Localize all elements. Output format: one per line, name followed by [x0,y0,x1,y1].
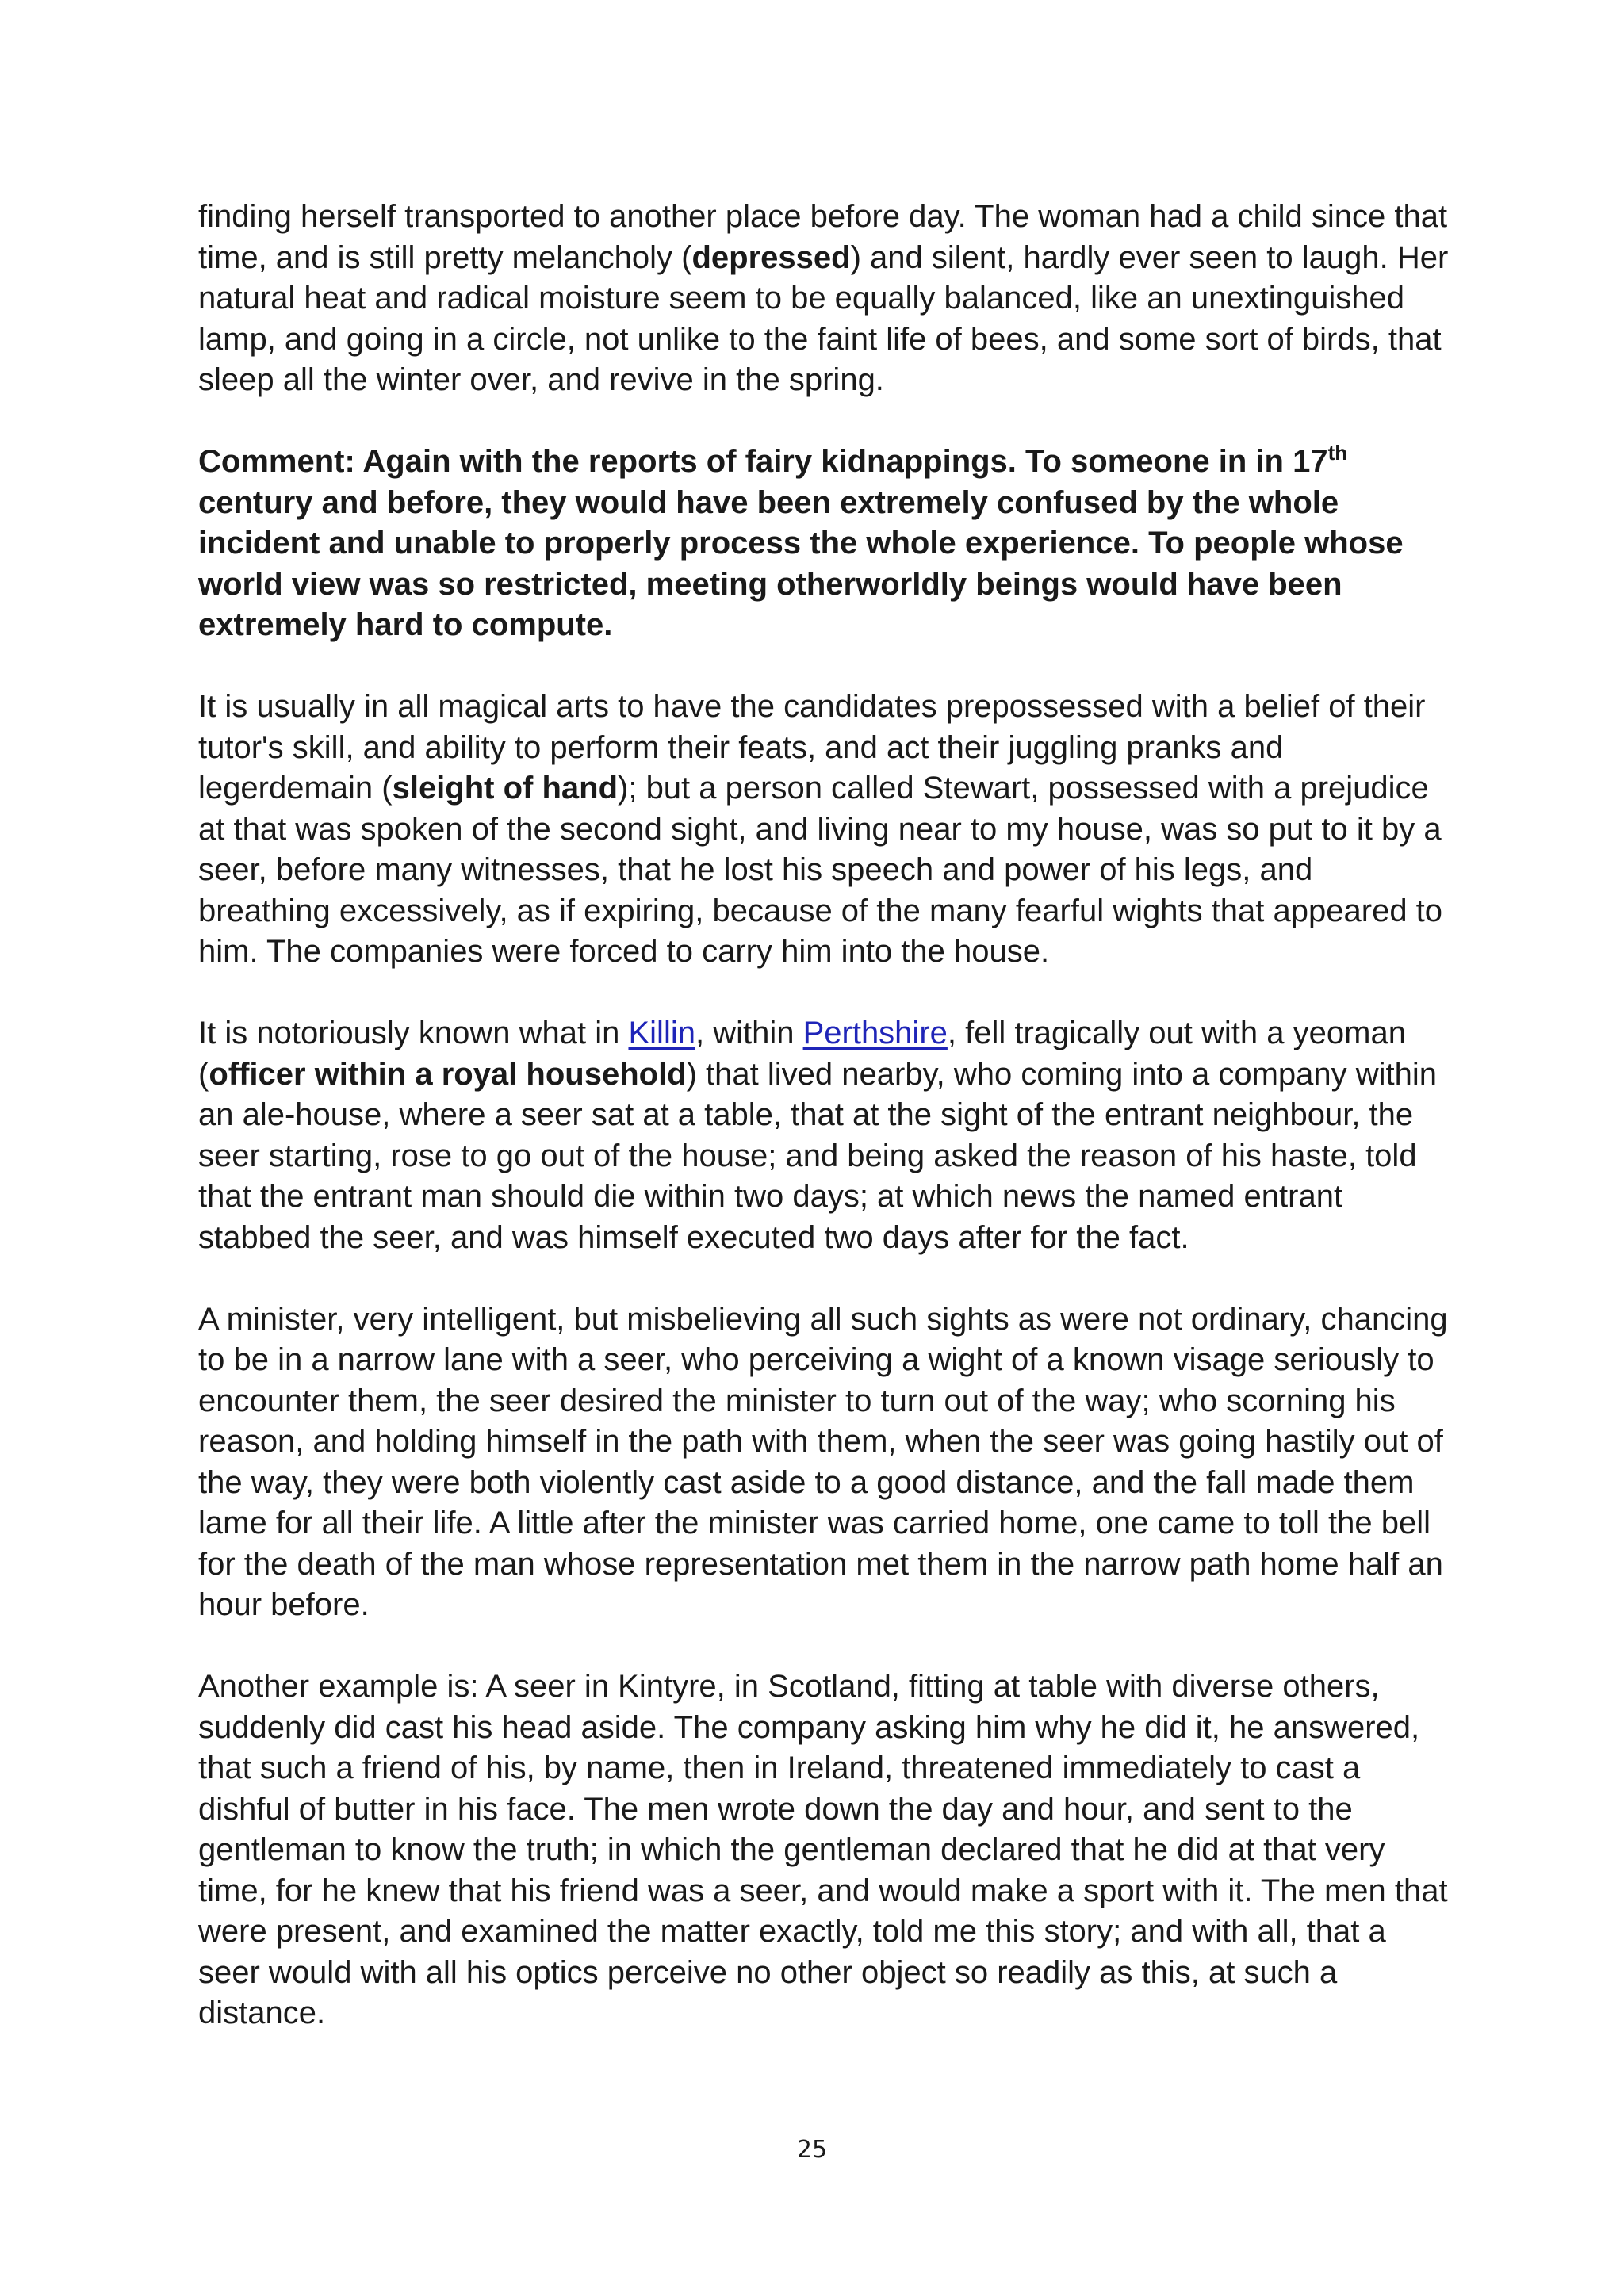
paragraph-minister [198,1299,1451,1626]
paragraph-text: , fell tragically out with a yeoman ( [198,1016,1406,1092]
ordinal-superscript: th [1327,441,1348,465]
paragraph-text: ) and silent, hardly ever seen to laugh. Her natural heat and radical moisture seem to be equally balanced, like an unextinguished lamp, and going in a circle, not unlike to the faint life of bees, and some sort of birds, that sleep all the winter over, and revive in the spring. [198,239,1449,397]
paragraph-text: finding herself transported to another place before day. The woman had a child since that time, and is still pretty melancholy ( [198,199,1448,275]
page-body [198,197,1451,2075]
paragraph-text: It is usually in all magical arts to have the candidates prepossessed with a belief of their tutor's skill, and ability to perform their feats, and act their juggling pranks and legerdemain ( [198,689,1426,806]
paragraph-stewart [198,687,1451,973]
comment-text: century and before, they would have been extremely confused by the whole incident and unable to properly process the whole experience. To people whose world view was so restricted, meeting otherworldly beings would have been extremely hard to compute. [198,484,1404,642]
paragraph-killin [198,1013,1451,1258]
comment-text: Comment: Again with the reports of fairy kidnappings. To someone in in 17 [198,444,1328,479]
link-perthshire[interactable]: Perthshire [802,1016,948,1050]
paragraph-text: ) that lived nearby, who coming into a company within an ale-house, where a seer sat at a table, that at the sight of the entrant neighbour, the seer starting, rose to go out of the house; and being asked the reason of his haste, told that the entrant man should die within two days; at which news the named entrant stabbed the seer, and was himself executed two days after for the fact. [198,1056,1438,1255]
paragraph-text: , within [695,1016,803,1050]
comment-paragraph [198,442,1451,646]
paragraph-kintyre [198,1667,1451,2034]
page-number: 25 [796,2136,828,2164]
paragraph-text: It is notoriously known what in [198,1016,629,1050]
paragraph-fairy-woman [198,197,1451,401]
bold-gloss: officer within a royal household [209,1056,687,1092]
paragraph-text: A minister, very intelligent, but misbelieving all such sights as were not ordinary, chancing to be in a narrow lane with a seer, who perceiving a wight of a known visage seriously to encounter them, the seer desired the minister to turn out of the way; who scorning his reason, and holding himself in the path with them, when the seer was going hastily out of the way, they were both violently cast aside to a good distance, and the fall made them lame for all their life. A little after the minister was carried home, one came to toll the bell for the death of the man whose representation met them in the narrow path home half an hour before. [198,1301,1448,1622]
bold-gloss: sleight of hand [392,771,619,806]
link-killin[interactable]: Killin [628,1016,695,1050]
paragraph-text: Another example is: A seer in Kintyre, in Scotland, fitting at table with diverse others, suddenly did cast his head aside. The company asking him why he did it, he answered, that such a friend of his, by name, then in Ireland, threatened immediately to cast a dishful of butter in his face. The men wrote down the day and hour, and sent to the gentleman to know the truth; in which the gentleman declared that he did at that very time, for he knew that his friend was a seer, and would make a sport with it. The men that were present, and examined the matter exactly, told me this story; and with all, that a seer would with all his optics perceive no other object so readily as this, at such a distance. [198,1669,1448,2030]
bold-gloss: depressed [691,239,851,275]
paragraph-text: ); but a person called Stewart, possessed with a prejudice at that was spoken of the second sight, and living near to my house, was so put to it by a seer, before many witnesses, that he lost his speech and power of his legs, and breathing excessively, as if expiring, because of the many fearful wights that appeared to him. The companies were forced to carry him into the house. [198,771,1443,969]
